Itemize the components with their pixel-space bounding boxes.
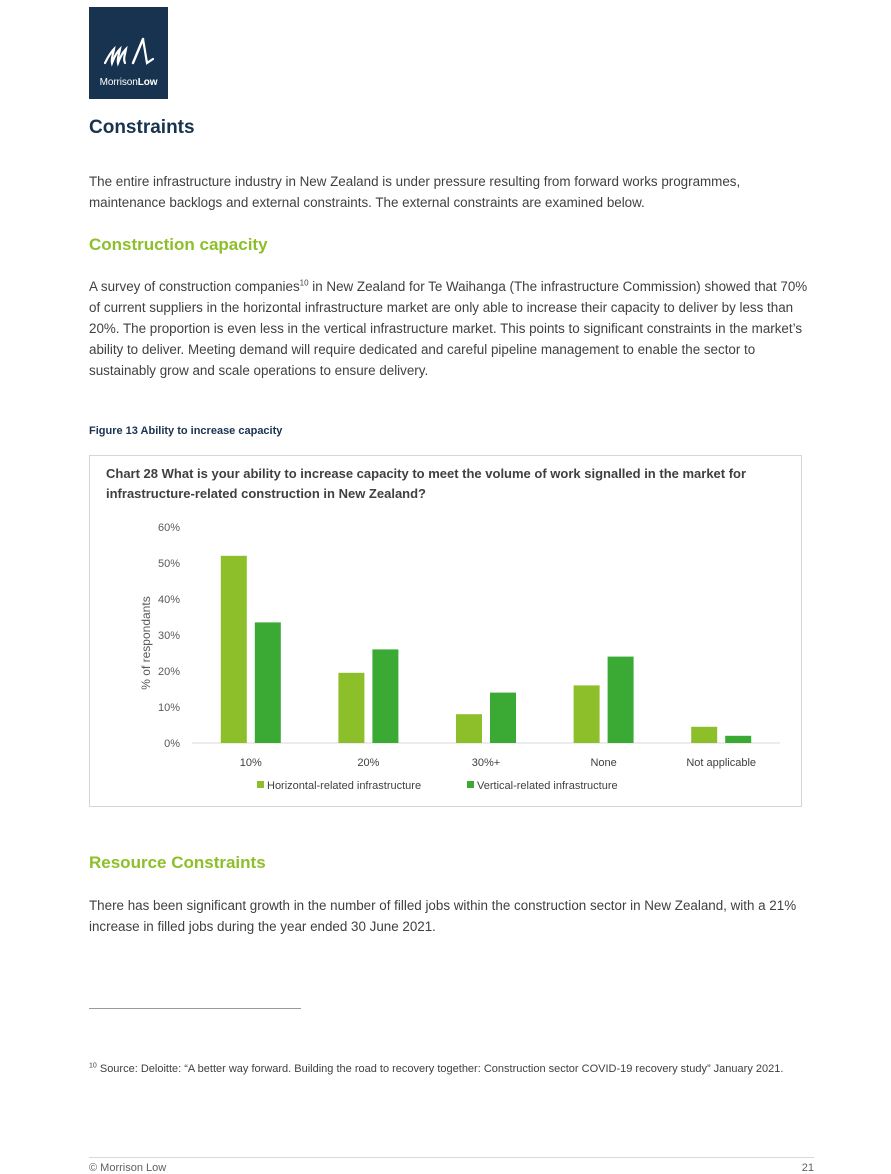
footnote-number: 10 [89, 1062, 97, 1070]
footer-divider [89, 1157, 814, 1158]
bar-horizontal [338, 673, 364, 743]
legend-swatch [257, 781, 264, 788]
logo-wordmark: MorrisonLow [99, 77, 158, 88]
y-tick-label: 60% [157, 522, 180, 534]
footnote [89, 1060, 804, 1078]
bar-vertical [255, 622, 281, 743]
y-tick-label: 0% [164, 738, 180, 750]
bar-vertical [608, 657, 634, 743]
bar-chart [90, 456, 803, 808]
page-number: 21 [801, 1162, 814, 1174]
chart-title: Chart 28 What is your ability to increase capacity to meet the volume of work signalled in the market for infrastructure-related construction in New Zealand? [106, 466, 747, 501]
x-tick-label: 10% [239, 757, 262, 769]
bar-horizontal [574, 685, 600, 743]
bar-horizontal [691, 727, 717, 743]
x-tick-label: 30%+ [471, 757, 501, 769]
legend-label: Horizontal-related infrastructure [267, 780, 422, 792]
bar-vertical [490, 693, 516, 743]
construction-capacity-heading: Construction capacity [89, 235, 268, 254]
construction-capacity-paragraph [89, 276, 814, 381]
legend-swatch [467, 781, 474, 788]
bar-horizontal [221, 556, 247, 743]
bar-vertical [372, 649, 398, 743]
chart-container [89, 455, 802, 807]
y-tick-label: 30% [157, 630, 180, 642]
y-tick-label: 40% [157, 594, 180, 606]
y-tick-label: 20% [157, 666, 180, 678]
x-tick-label: 20% [357, 757, 380, 769]
x-tick-label: None [590, 757, 617, 769]
intro-paragraph: The entire infrastructure industry in New Zealand is under pressure resulting from forward works programmes, maintenance backlogs and external constraints. The external constraints are examined below. [89, 174, 741, 210]
paragraph-text-part1: A survey of construction companies [89, 279, 300, 294]
figure-caption: Figure 13 Ability to increase capacity [89, 425, 283, 437]
bar-vertical [725, 736, 751, 743]
legend-label: Vertical-related infrastructure [477, 780, 618, 792]
footnote-reference[interactable]: 10 [299, 278, 309, 288]
paragraph-text-part2: in New Zealand for Te Waihanga (The infrastructure Commission) showed that 70% of current suppliers in the horizontal infrastructure market are only able to increase their capacity to deliver by less than 20%. The proportion is even less in the vertical infrastructure market. This points to significant constraints in the market’s ability to deliver. Meeting demand will require dedicated and careful pipeline management to enable the sector to sustainably grow and scale operations to ensure delivery. [89, 279, 808, 378]
footnote-text: Source: Deloitte: “A better way forward. Building the road to recovery together: Construction sector COVID-19 recovery study” January 2021. [96, 1063, 784, 1075]
footnote-divider [89, 1008, 301, 1009]
y-tick-label: 10% [157, 702, 180, 714]
x-tick-label: Not applicable [686, 757, 757, 769]
footer-copyright: © Morrison Low [89, 1162, 167, 1174]
ml-mark-icon [103, 37, 155, 71]
resource-constraints-heading: Resource Constraints [89, 853, 266, 872]
y-tick-label: 50% [157, 558, 180, 570]
y-axis-label: % of respondants [139, 596, 153, 690]
resource-constraints-paragraph: There has been significant growth in the number of filled jobs within the construction sector in New Zealand, with a 21% increase in filled jobs during the year ended 30 June 2021. [89, 898, 797, 934]
morrisonlow-logo [89, 7, 168, 99]
page-title: Constraints [89, 117, 195, 138]
bar-horizontal [456, 714, 482, 743]
